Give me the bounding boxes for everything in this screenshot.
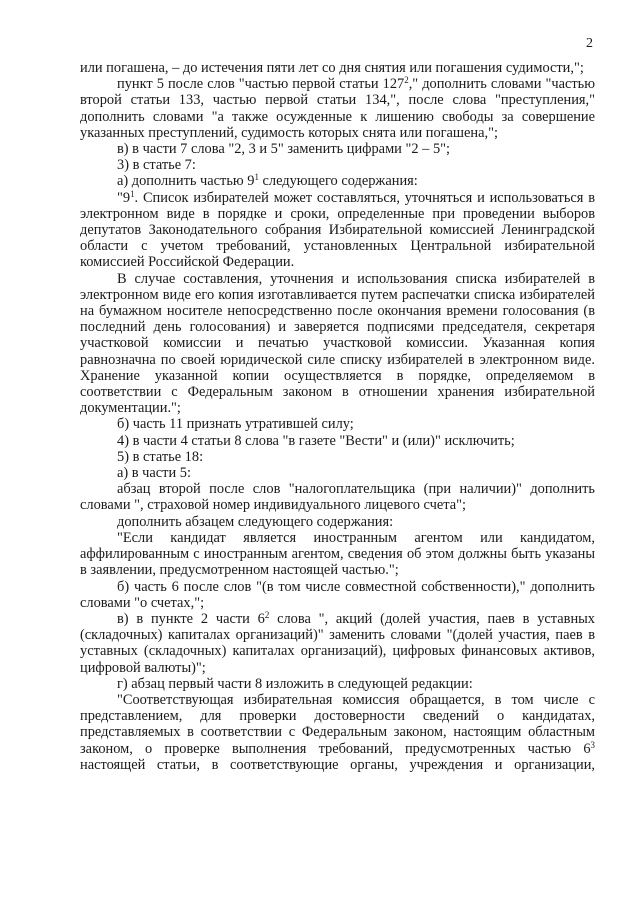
superscript-index: 3 (590, 739, 595, 750)
paragraph (80, 449, 595, 465)
paragraph-text: следующего содержания: (258, 173, 418, 190)
paragraph-text: В случае составления, уточнения и использования списка избирателей в электронном виде его копия изготавливается путем распечатки списка избирателей на бумажном носителе непосредственно после окончания времени голосования (в последний день голосования) и заверяется подписями председателя, секретаря участковой комиссии и печатью участковой комиссии. Указанная копия равнозначна по своей юридической силе списку избирателей в электронном виде. Хранение указанной копии осуществляется в порядке, определяемом в соответствии с Федеральным законом в отношении хранения избирательной документации."; (80, 270, 595, 417)
page-number: 2 (586, 36, 593, 51)
paragraph-text: 3) в статье 7: (117, 157, 196, 174)
superscript-index: 1 (130, 188, 135, 199)
paragraph-text: 4) в части 4 статьи 8 слова "в газете "Вести" и (или)" исключить; (117, 432, 515, 449)
paragraph-text: в) в части 7 слова "2, 3 и 5" заменить цифрами "2 – 5"; (117, 141, 451, 158)
paragraph (80, 692, 595, 773)
paragraph (80, 465, 595, 481)
paragraph (80, 60, 595, 76)
superscript-index: 2 (264, 610, 270, 620)
superscript-index: 1 (254, 172, 259, 183)
paragraph (80, 611, 595, 676)
paragraph-text: дополнить абзацем следующего содержания: (117, 513, 394, 530)
paragraph (80, 676, 595, 692)
paragraph (80, 271, 595, 417)
paragraph (80, 157, 595, 173)
paragraph-text: 5) в статье 18: (117, 448, 204, 465)
paragraph (80, 416, 595, 432)
paragraph (80, 433, 595, 449)
paragraph-text: ," дополнить словами "частью второй статьи 133, частью первой статьи 134,", после слова "преступления," дополнить словами "а также осужденные к лишению свободы за совершение указанных преступлений, судимость которых снята или погашена,"; (80, 76, 595, 141)
superscript-index: 2 (404, 75, 409, 86)
paragraph (80, 481, 595, 513)
paragraph-text: в) в пункте 2 части 6 (117, 610, 265, 627)
paragraph (80, 76, 595, 141)
paragraph-text: б) часть 11 признать утратившей силу; (117, 416, 354, 433)
paragraph-text: "Если кандидат является иностранным агентом или кандидатом, аффилированным с иностранным агентом, сведения об этом должны быть указаны в заявлении, предусмотренном настоящей частью."; (80, 529, 595, 579)
paragraph (80, 514, 595, 530)
paragraph-text: "Соответствующая избирательная комиссия обращается, в том числе с представлением, для проверки достоверности сведений о кандидатах, представляемых в соответствии с Федеральным законом, настоящим областным законом, о проверке выполнения требований, предусмотренных частью 6 (80, 691, 595, 757)
paragraph-text: "9 (117, 189, 131, 206)
paragraph (80, 173, 595, 189)
paragraph (80, 530, 595, 579)
paragraph-text: б) часть 6 после слов "(в том числе совместной собственности)," дополнить словами "о счетах,"; (80, 578, 595, 611)
paragraph-text: г) абзац первый части 8 изложить в следующей редакции: (117, 675, 473, 692)
paragraph-text: а) дополнить частью 9 (117, 173, 255, 190)
paragraph (80, 141, 595, 157)
paragraph-text: или погашена, – до истечения пяти лет со дня снятия или погашения судимости,"; (80, 60, 584, 76)
paragraph-text: а) в части 5: (117, 465, 191, 482)
paragraph-text: настоящей статьи, в соответствующие органы, учреждения и организации, (80, 756, 595, 773)
document-body (80, 60, 595, 773)
paragraph-text: слова ", акций (долей участия, паев в уставных (складочных) капиталах организаций)" заменить словами "(долей участия, паев в уставных (складочных) капиталах организаций), цифровых финансовых активов, цифровой валюты)"; (80, 610, 596, 676)
paragraph-text: абзац второй после слов "налогоплательщика (при наличии)" дополнить словами ", страховой номер индивидуального лицевого счета"; (80, 481, 595, 514)
paragraph (80, 579, 595, 611)
paragraph-text: пункт 5 после слов "частью первой статьи 127 (117, 76, 405, 93)
paragraph-text: . Список избирателей может составляться, уточняться и использоваться в электронном виде в порядке и сроки, определенные при проведении выборов депутатов Законодательного собрания Избирательной комиссией Ленинградской области с учетом требований, установленных Центральной избирательной комиссией Российской Федерации. (80, 189, 595, 271)
paragraph (80, 190, 595, 271)
